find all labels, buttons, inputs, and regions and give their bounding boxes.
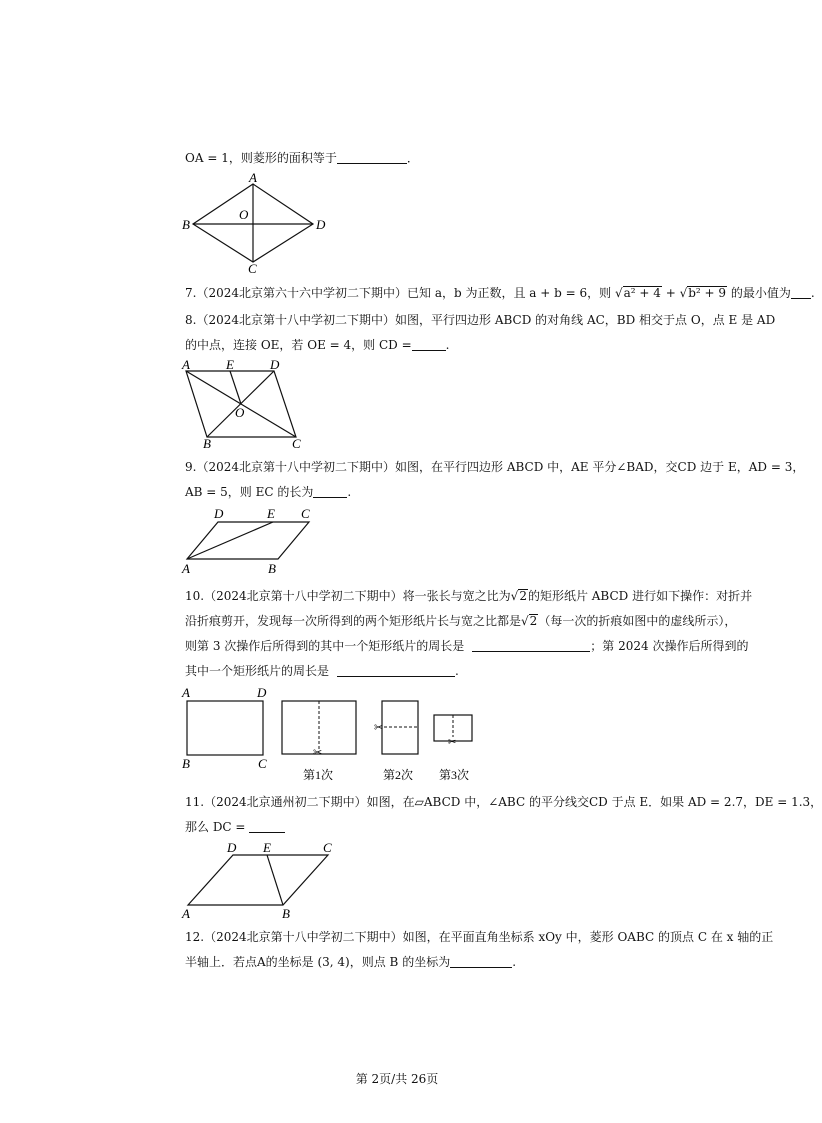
q9-line2: AB = 5，则 EC 的长为 . bbox=[185, 485, 352, 499]
q10-line2: 沿折痕剪开，发现每一次所得到的两个矩形纸片长与宽之比都是√2（每一次的折痕如图中的虚线所示）， bbox=[185, 614, 737, 628]
q11-line2: 那么 DC = bbox=[185, 818, 285, 836]
q10-answer-blank-1[interactable] bbox=[472, 639, 590, 652]
q9-source: （2024北京第十八中学初二下期中） bbox=[196, 460, 395, 474]
q9-label-c: C bbox=[301, 506, 310, 521]
q12-answer-blank[interactable] bbox=[450, 955, 512, 968]
q9-label-e: E bbox=[267, 506, 275, 521]
scissors-icon: ✂ bbox=[313, 747, 323, 759]
q6-label-c: C bbox=[248, 261, 257, 276]
q8-line2: 的中点，连接 OE，若 OE = 4，则 CD = . bbox=[185, 338, 450, 352]
q10-line4: 其中一个矩形纸片的周长是 . bbox=[185, 664, 459, 678]
q8-label-d: D bbox=[270, 357, 280, 372]
q8-parallelogram-figure bbox=[178, 358, 318, 452]
q9-bisector-ae bbox=[187, 522, 273, 559]
q11-source: （2024北京通州初二下期中） bbox=[204, 795, 367, 809]
q10-rect-abcd bbox=[187, 701, 263, 755]
q8-label-b: B bbox=[203, 436, 211, 451]
q11-parallelogram-figure bbox=[178, 838, 348, 922]
q11-label-d: D bbox=[227, 840, 237, 855]
q9-label-d: D bbox=[214, 506, 224, 521]
q7-root-1: a² + 4 bbox=[623, 286, 661, 300]
q6-label-o: O bbox=[239, 207, 249, 222]
q8-source: （2024北京第十八中学初二下期中） bbox=[196, 313, 395, 327]
q10-caption-1: 第1次 bbox=[303, 768, 334, 782]
q10-folding-figure bbox=[178, 684, 478, 786]
q9-parallelogram-figure bbox=[178, 505, 328, 577]
q7-text: 7.（2024北京第六十六中学初二下期中）已知 a，b 为正数，且 a + b = 6，则 √a² + 4 + √b² + 9 的最小值为 . bbox=[185, 286, 815, 300]
q9-line1: 9.（2024北京第十八中学初二下期中）如图，在平行四边形 ABCD 中，AE 平分∠BAD，交CD 边于 E，AD = 3， bbox=[185, 460, 805, 474]
q6-rhombus-figure bbox=[178, 172, 328, 276]
q11-label-c: C bbox=[323, 840, 332, 855]
q6-tail: OA = 1，则菱形的面积等于 bbox=[185, 151, 337, 165]
q8-label-o: O bbox=[235, 405, 245, 420]
q12-line1: 12.（2024北京第十八中学初二下期中）如图，在平面直角坐标系 xOy 中，菱形 OABC 的顶点 C 在 x 轴的正 bbox=[185, 930, 774, 944]
q10-root-2: 2 bbox=[529, 614, 538, 628]
q9-label-b: B bbox=[268, 561, 276, 576]
q7-answer-blank[interactable] bbox=[791, 286, 811, 299]
q10-label-a: A bbox=[182, 685, 190, 700]
q6-label-b: B bbox=[182, 217, 190, 232]
q10-source: （2024北京第十八中学初二下期中） bbox=[204, 589, 403, 603]
q11-label-e: E bbox=[263, 840, 271, 855]
q12-source: （2024北京第十八中学初二下期中） bbox=[204, 930, 403, 944]
q12-line2: 半轴上．若点A的坐标是 (3, 4)，则点 B 的坐标为 . bbox=[185, 955, 517, 969]
q8-label-c: C bbox=[292, 436, 301, 451]
q11-label-a: A bbox=[182, 906, 190, 921]
q10-label-c: C bbox=[258, 756, 267, 771]
q10-label-d: D bbox=[257, 685, 267, 700]
page-footer: 第 2页/共 26页 bbox=[355, 1072, 439, 1086]
q9-label-a: A bbox=[182, 561, 190, 576]
q9-answer-blank[interactable] bbox=[313, 485, 347, 498]
q10-line3: 则第 3 次操作后所得到的其中一个矩形纸片的周长是 ；第 2024 次操作后所得到的 bbox=[185, 639, 749, 653]
q8-label-e: E bbox=[226, 357, 234, 372]
scissors-icon: ✂ bbox=[374, 722, 384, 734]
q6-answer-blank[interactable] bbox=[337, 151, 407, 164]
q8-label-a: A bbox=[182, 357, 190, 372]
q11-parallelogram bbox=[188, 855, 328, 905]
q10-line1: 10.（2024北京第十八中学初二下期中）将一张长与宽之比为√2的矩形纸片 ABCD 进行如下操作：对折并 bbox=[185, 589, 753, 603]
q11-bisector-be bbox=[267, 855, 283, 905]
q11-answer-blank[interactable] bbox=[249, 820, 285, 833]
q11-label-b: B bbox=[282, 906, 290, 921]
q8-answer-blank[interactable] bbox=[412, 338, 446, 351]
scissors-icon: ✂ bbox=[448, 737, 457, 748]
q7-root-2: b² + 9 bbox=[688, 286, 727, 300]
q11-line1: 11.（2024北京通州初二下期中）如图，在▱ABCD 中，∠ABC 的平分线交CD 于点 E．如果 AD = 2.7，DE = 1.3， bbox=[185, 795, 822, 809]
q8-line1: 8.（2024北京第十八中学初二下期中）如图，平行四边形 ABCD 的对角线 AC，BD 相交于点 O，点 E 是 AD bbox=[185, 313, 776, 327]
q6-label-d: D bbox=[316, 217, 326, 232]
q6-text: OA = 1，则菱形的面积等于 ． bbox=[185, 151, 419, 165]
q10-root-1: 2 bbox=[519, 589, 527, 603]
q9-parallelogram bbox=[187, 522, 309, 559]
q7-source: （2024北京第六十六中学初二下期中） bbox=[196, 286, 407, 300]
q10-caption-3: 第3次 bbox=[439, 768, 470, 782]
q6-label-a: A bbox=[249, 170, 257, 185]
q10-caption-2: 第2次 bbox=[383, 768, 414, 782]
q10-answer-blank-2[interactable] bbox=[337, 664, 455, 677]
q10-label-b: B bbox=[182, 756, 190, 771]
